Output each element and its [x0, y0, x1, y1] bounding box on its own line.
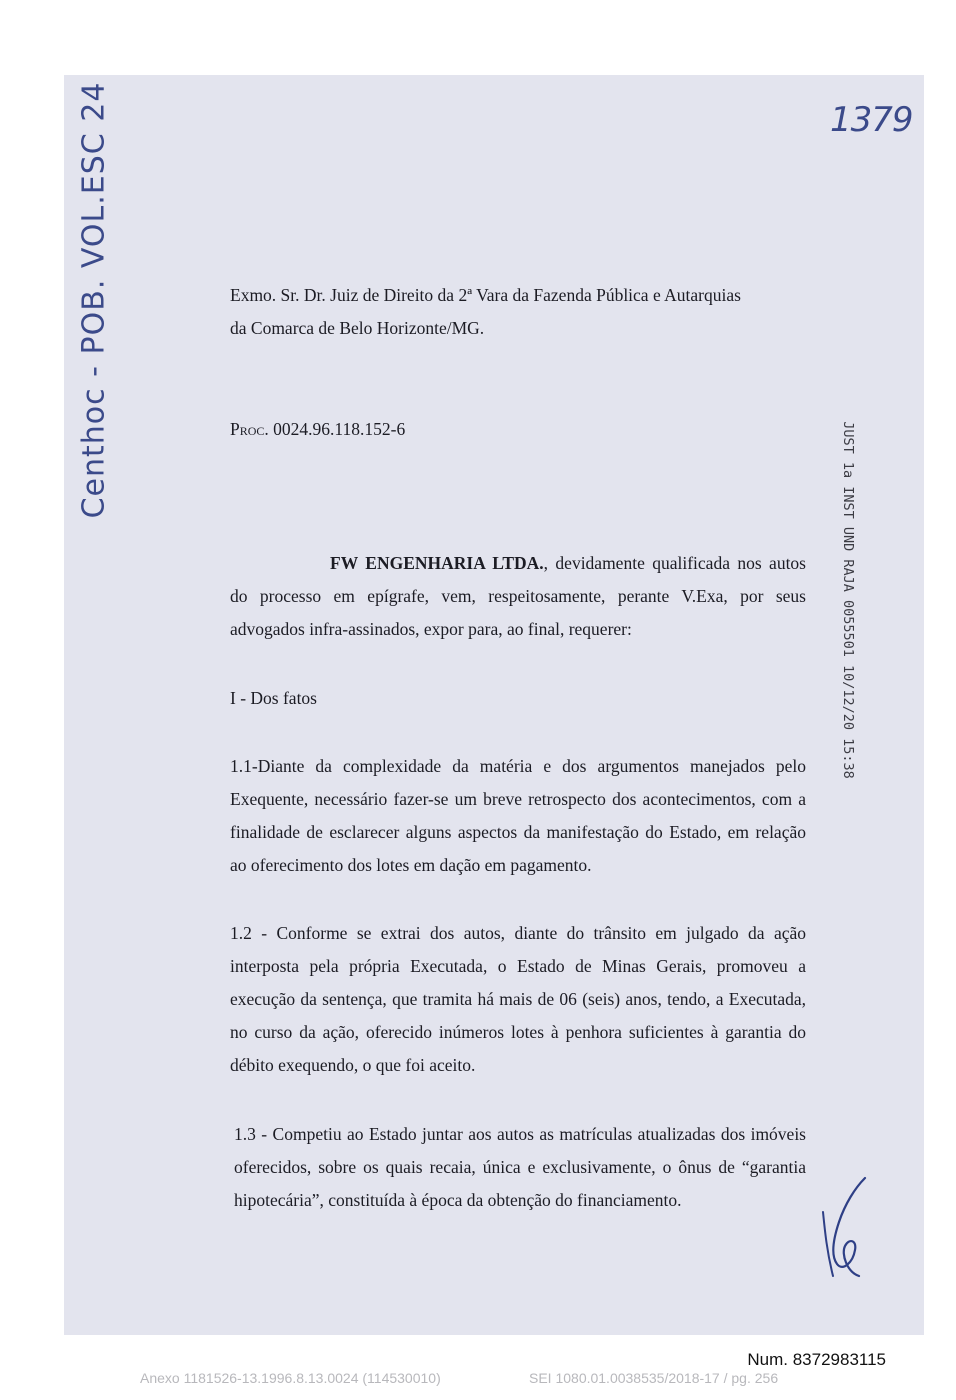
intro-text: , devidamente qualificada nos autos do processo em epígrafe, vem, respeitosamente, perante V.Exa, por seus advogados infra-assinados, expor para, ao final, requerer: — [230, 553, 806, 639]
handwritten-margin-note: Centhoc - POB. VOL.ESC 24 — [76, 81, 112, 519]
handwritten-initials — [815, 1172, 875, 1282]
document-number: Num. 8372983115 — [747, 1350, 886, 1369]
process-label: Proc. — [230, 419, 269, 439]
paragraph-1-3: 1.3 - Competiu ao Estado juntar aos autos as matrículas atualizadas dos imóveis oferecidos, sobre os quais recaia, única e exclusivamente, o ônus de “garantia hipotecária”, constituída à época da obtenção do financiamento. — [234, 1124, 806, 1210]
paragraph-1-2: 1.2 - Conforme se extrai dos autos, diante do trânsito em julgado da ação interposta pela própria Executada, o Estado de Minas Gerais, promoveu a execução da sentença, que tramita há mais de 06 (seis) anos, tendo, a Executada, no curso da ação, oferecido inúmeros lotes à penhora suficientes à garantia do débito exequendo, o que foi aceito. — [230, 923, 806, 1075]
addressee-line-2: da Comarca de Belo Horizonte/MG. — [230, 318, 485, 338]
company-name: FW ENGENHARIA LTDA. — [330, 553, 544, 573]
paragraph-1-1: 1.1-Diante da complexidade da matéria e dos argumentos manejados pelo Exequente, necessário fazer-se um breve retrospecto dos acontecimentos, com a finalidade de esclarecer alguns aspectos da manifestação do Estado, em relação ao oferecimento dos lotes em dação em pagamento. — [230, 756, 806, 875]
handwritten-page-number: 1379 — [830, 100, 913, 140]
process-value: 0024.96.118.152-6 — [273, 419, 406, 439]
footer-annex: Anexo 1181526-13.1996.8.13.0024 (114530010) — [140, 1370, 441, 1386]
intro-paragraph — [230, 547, 806, 646]
process-number — [230, 413, 806, 446]
footer-sei: SEI 1080.01.0038535/2018-17 / pg. 256 — [529, 1370, 779, 1386]
addressee-line-1: Exmo. Sr. Dr. Juiz de Direito da 2ª Vara da Fazenda Pública e Autarquias — [230, 285, 741, 305]
section-title: I - Dos fatos — [230, 688, 317, 708]
protocol-stamp: JUST 1a INST UND RAJA 0055501 10/12/20 15:38 — [840, 421, 856, 779]
